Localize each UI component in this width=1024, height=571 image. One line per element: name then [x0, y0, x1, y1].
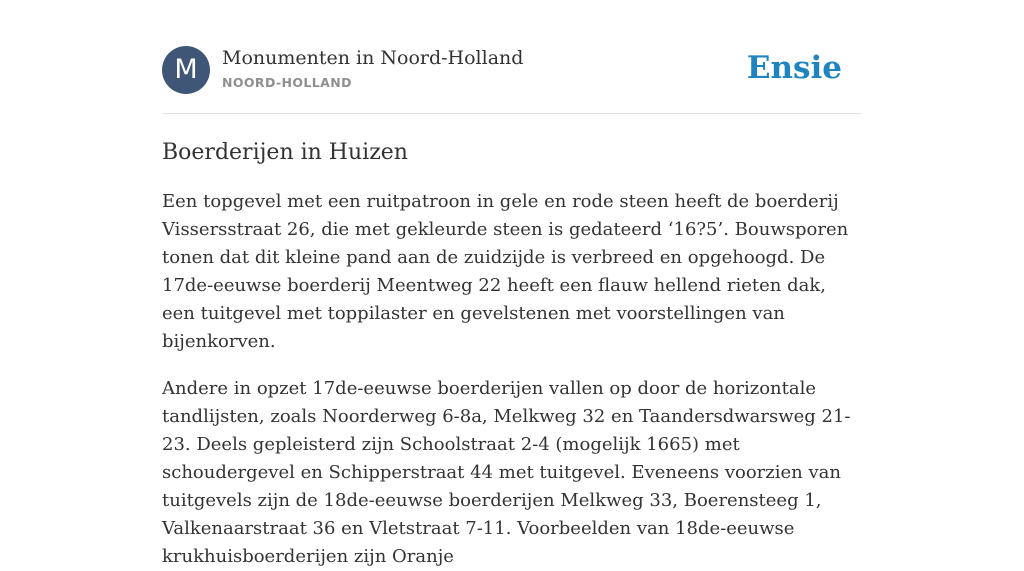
ensie-logo[interactable]: Ensie	[746, 50, 842, 86]
category-subtitle: NOORD-HOLLAND	[222, 75, 352, 90]
article-heading: Boerderijen in Huizen	[162, 140, 408, 165]
header-divider	[162, 113, 862, 114]
category-title[interactable]: Monumenten in Noord-Holland	[222, 47, 524, 69]
header	[162, 46, 862, 96]
article	[162, 136, 862, 571]
article-paragraph-1: Een topgevel met een ruitpatroon in gele en rode steen heeft de boerderij Vissersstraat 26, die met gekleurde steen is gedateerd ‘16?5’. Bouwsporen tonen dat dit kleine pand aan de zuidzijde is verbreed en opgehoogd. De 17de-eeuwse boerderij Meentweg 22 heeft een flauw hellend rieten dak, een tuitgevel met toppilaster en gevelstenen met voorstellingen van bijenkorven.	[162, 191, 849, 352]
avatar[interactable]: M	[162, 46, 210, 94]
article-paragraph-2: Andere in opzet 17de-eeuwse boerderijen vallen op door de horizontale tandlijsten, zoals Noorderweg 6-8a, Melkweg 32 en Taandersdwarsweg 21-23. Deels gepleisterd zijn Schoolstraat 2-4 (mogelijk 1665) met schoudergevel en Schipperstraat 44 met tuitgevel. Eveneens voorzien van tuitgevels zijn de 18de-eeuwse boerderijen Melkweg 33, Boerensteeg 1, Valkenaarstraat 36 en Vletstraat 7-11. Voorbeelden van 18de-eeuwse krukhuisboerderijen zijn Oranje	[162, 378, 851, 567]
